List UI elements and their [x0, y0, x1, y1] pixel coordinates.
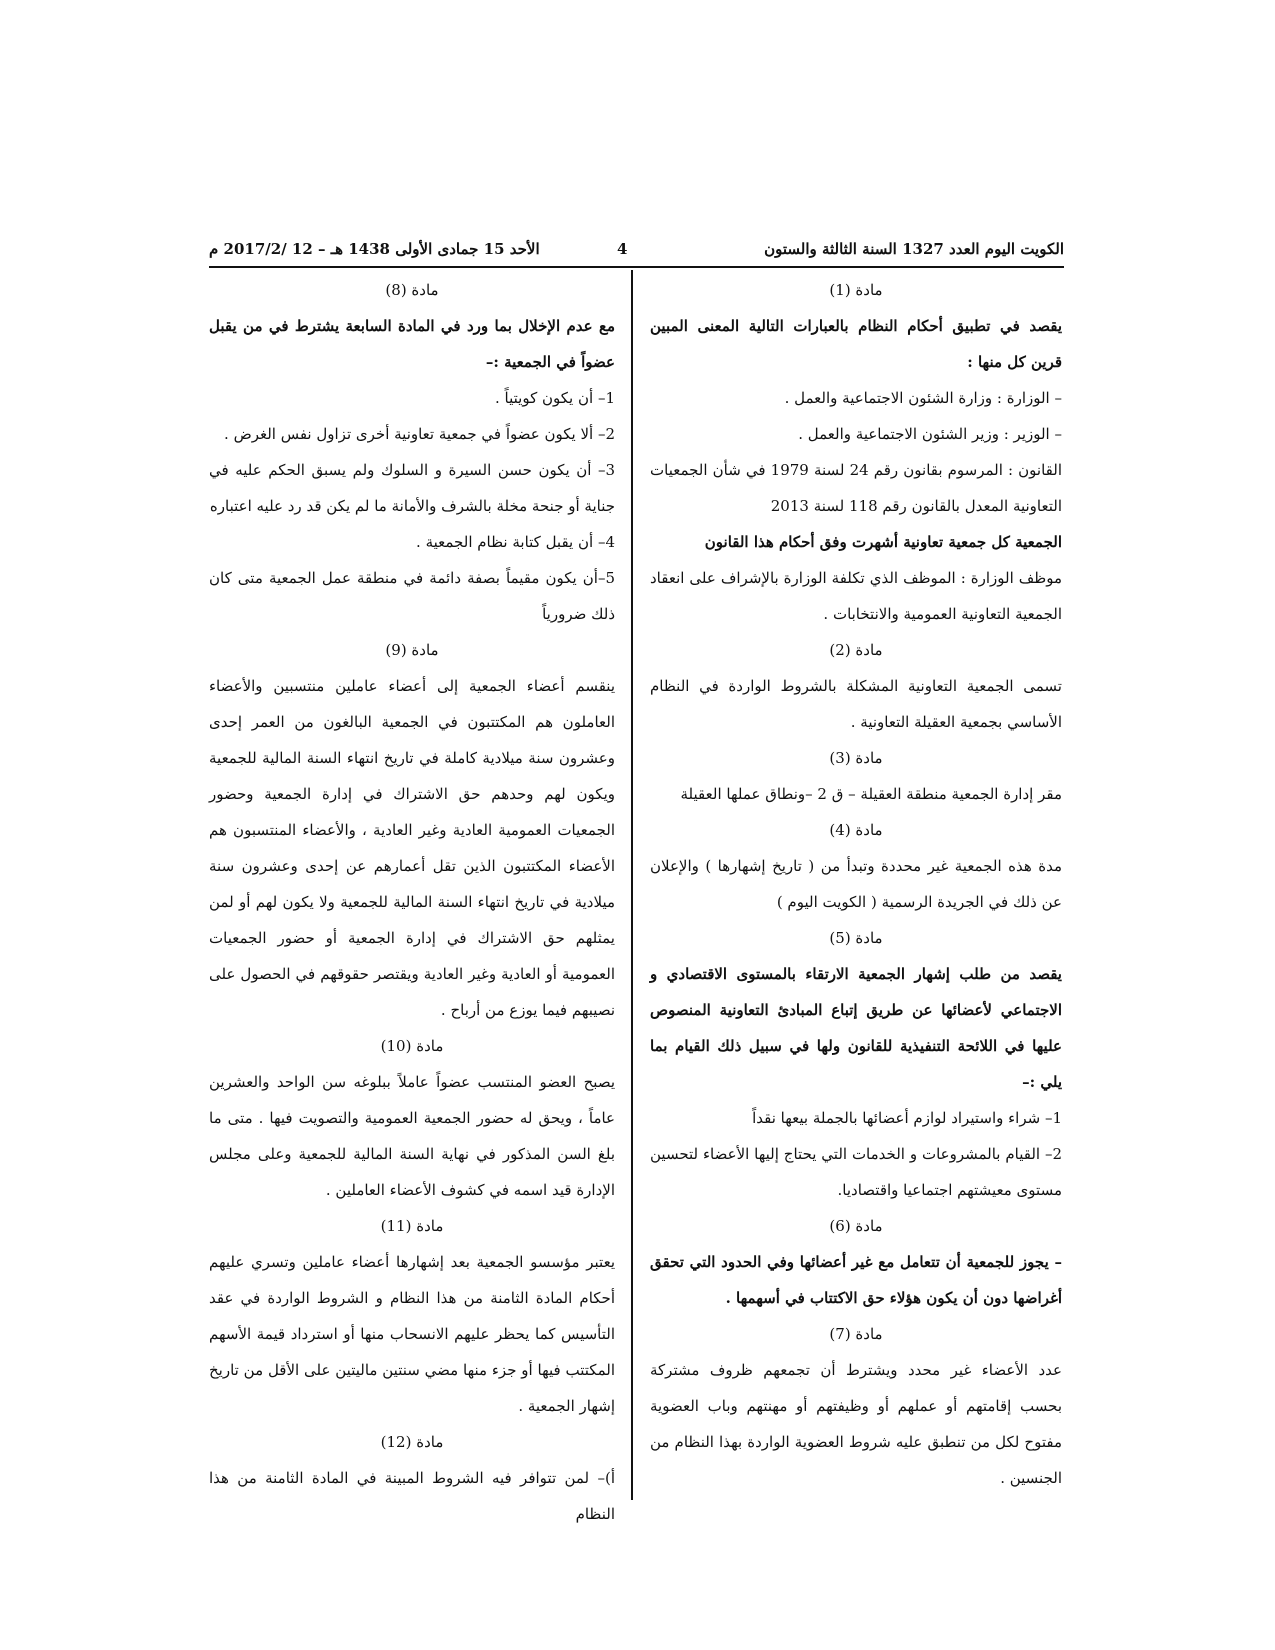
article-paragraph: الجمعية كل جمعية تعاونية أشهرت وفق أحكام هذا القانون: [704, 533, 1062, 551]
article-paragraph: يعتبر مؤسسو الجمعية بعد إشهارها أعضاء عاملين وتسري عليهم أحكام المادة الثامنة من هذا النظام و الشروط الواردة في عقد التأسيس كما يحظر عليهم الانسحاب منها أو استرداد قيمة الأسهم المكتتب فيها أو جزء منها مضي سنتين ماليتين على الأقل من تاريخ إشهار الجمعية .: [209, 1253, 615, 1415]
article-paragraph: – يجوز للجمعية أن تتعامل مع غير أعضائها وفي الحدود التي تحقق أغراضها دون أن يكون هؤلاء حق الاكتتاب في أسهمها .: [650, 1253, 1062, 1307]
article-title: مادة (1): [829, 281, 883, 299]
article-title: مادة (5): [829, 929, 883, 947]
article-paragraph: – الوزير : وزير الشئون الاجتماعية والعمل .: [798, 425, 1062, 443]
article-paragraph: مدة هذه الجمعية غير محددة وتبدأ من ( تاريخ إشهارها ) والإعلان عن ذلك في الجريدة الرسمية ( الكويت اليوم ): [650, 857, 1062, 911]
article-title: مادة (9): [385, 641, 439, 659]
article-section: [209, 632, 615, 1028]
article-section: [650, 1208, 1062, 1316]
article-section: [209, 1208, 615, 1424]
article-title: مادة (7): [829, 1325, 883, 1343]
article-paragraph: القانون : المرسوم بقانون رقم 24 لسنة 1979 في شأن الجمعيات التعاونية المعدل بالقانون رقم 118 لسنة 2013: [650, 461, 1062, 515]
page-number: 4: [617, 240, 628, 258]
article-title: مادة (8): [385, 281, 439, 299]
article-title: مادة (11): [380, 1217, 444, 1235]
article-section: [650, 632, 1062, 740]
article-paragraph: 1– شراء واستيراد لوازم أعضائها بالجملة بيعها نقداً: [752, 1109, 1062, 1127]
article-paragraph: يقصد من طلب إشهار الجمعية الارتقاء بالمستوى الاقتصادي و الاجتماعي لأعضائها عن طريق إتباع المبادئ التعاونية المنصوص عليها في اللائحة التنفيذية للقانون ولها في سبيل ذلك القيام بما يلي :–: [650, 965, 1062, 1091]
article-paragraph: 4– أن يقبل كتابة نظام الجمعية .: [416, 533, 615, 551]
article-paragraph: 3– أن يكون حسن السيرة و السلوك ولم يسبق الحكم عليه في جناية أو جنحة مخلة بالشرف والأمانة ما لم يكن قد رد عليه اعتباره: [209, 461, 615, 515]
article-paragraph: يقصد في تطبيق أحكام النظام بالعبارات التالية المعنى المبين قرين كل منها :: [650, 317, 1062, 371]
article-paragraph: 2– القيام بالمشروعات و الخدمات التي يحتاج إليها الأعضاء لتحسين مستوى معيشتهم اجتماعيا واقتصاديا.: [650, 1145, 1062, 1199]
article-paragraph: ينقسم أعضاء الجمعية إلى أعضاء عاملين منتسبين والأعضاء العاملون هم المكتتبون في الجمعية البالغون من العمر إحدى وعشرون سنة ميلادية كاملة في تاريخ انتهاء السنة المالية للجمعية ويكون لهم وحدهم حق الاشتراك في إدارة الجمعية وحضور الجمعيات العمومية العادية وغير العادية ، والأعضاء المنتسبون هم الأعضاء المكتتبون الذين تقل أعمارهم عن إحدى وعشرون سنة ميلادية في تاريخ انتهاء السنة المالية للجمعية ولا يكون لهم أو لمن يمثلهم حق الاشتراك في إدارة الجمعية أو حضور الجمعيات العمومية أو العادية وغير العادية ويقتصر حقوقهم في الحصول على نصيبهم فيما يوزع من أرباح .: [209, 677, 615, 1019]
header-rule: [209, 266, 1064, 268]
left-column: [209, 272, 615, 1532]
article-section: [650, 812, 1062, 920]
article-title: مادة (10): [380, 1037, 444, 1055]
article-paragraph: موظف الوزارة : الموظف الذي تكلفة الوزارة بالإشراف على انعقاد الجمعية التعاونية العمومية والانتخابات .: [650, 569, 1062, 623]
article-section: [209, 272, 615, 632]
article-paragraph: يصبح العضو المنتسب عضواً عاملاً ببلوغه سن الواحد والعشرين عاماً ، ويحق له حضور الجمعية العمومية والتصويت فيها . متى ما بلغ السن المذكور في نهاية السنة المالية للجمعية وعلى مجلس الإدارة قيد اسمه في كشوف الأعضاء العاملين .: [209, 1073, 615, 1199]
article-title: مادة (6): [829, 1217, 883, 1235]
column-divider: [631, 270, 633, 1500]
article-section: [650, 1316, 1062, 1496]
article-paragraph: مع عدم الإخلال بما ورد في المادة السابعة يشترط في من يقبل عضواً في الجمعية :–: [209, 317, 615, 371]
article-title: مادة (2): [829, 641, 883, 659]
header-issue-info: الكويت اليوم العدد 1327 السنة الثالثة والستون: [764, 240, 1064, 258]
article-paragraph: 5–أن يكون مقيماً بصفة دائمة في منطقة عمل الجمعية متى كان ذلك ضرورياً: [209, 569, 615, 623]
right-column: [650, 272, 1062, 1496]
article-section: [650, 740, 1062, 812]
article-paragraph: تسمى الجمعية التعاونية المشكلة بالشروط الواردة في النظام الأساسي بجمعية العقيلة التعاونية .: [650, 677, 1062, 731]
article-paragraph: عدد الأعضاء غير محدد ويشترط أن تجمعهم ظروف مشتركة بحسب إقامتهم أو عملهم أو وظيفتهم أو مهنتهم وباب العضوية مفتوح لكل من تنطبق عليه شروط العضوية الواردة بهذا النظام من الجنسين .: [650, 1361, 1062, 1487]
page-header: [209, 240, 1064, 264]
article-paragraph: – الوزارة : وزارة الشئون الاجتماعية والعمل .: [784, 389, 1062, 407]
article-section: [209, 1424, 615, 1532]
article-section: [650, 272, 1062, 632]
article-section: [650, 920, 1062, 1208]
article-title: مادة (4): [829, 821, 883, 839]
header-date: الأحد 15 جمادى الأولى 1438 هـ – 12 /2017/2 م: [209, 240, 540, 258]
article-paragraph: 1– أن يكون كويتياً .: [495, 389, 615, 407]
article-title: مادة (3): [829, 749, 883, 767]
article-paragraph: مقر إدارة الجمعية منطقة العقيلة – ق 2 –ونطاق عملها العقيلة: [680, 785, 1062, 803]
article-title: مادة (12): [380, 1433, 444, 1451]
article-paragraph: 2– ألا يكون عضواً في جمعية تعاونية أخرى تزاول نفس الغرض .: [224, 425, 615, 443]
article-paragraph: أ)– لمن تتوافر فيه الشروط المبينة في المادة الثامنة من هذا النظام: [209, 1469, 615, 1523]
article-section: [209, 1028, 615, 1208]
